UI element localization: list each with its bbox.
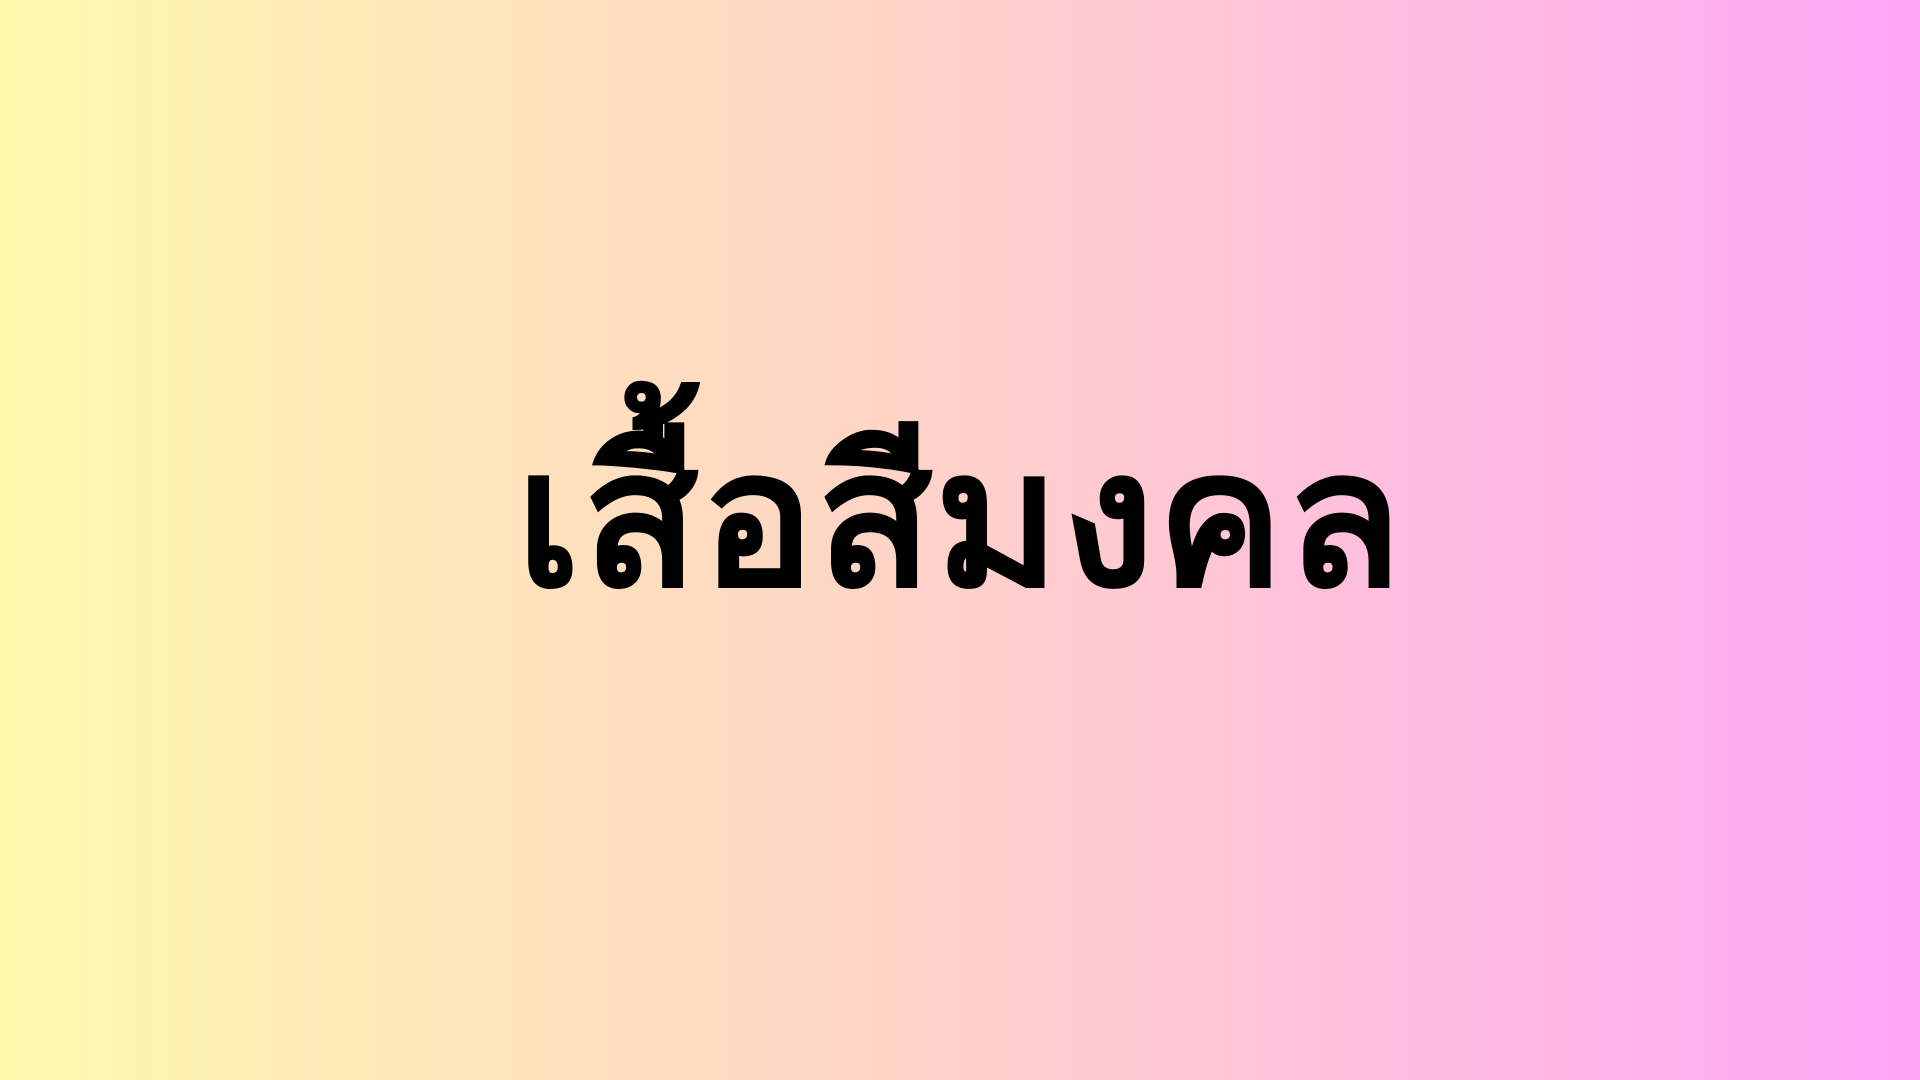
slide-title: เสื้อสีมงคล — [515, 409, 1405, 631]
